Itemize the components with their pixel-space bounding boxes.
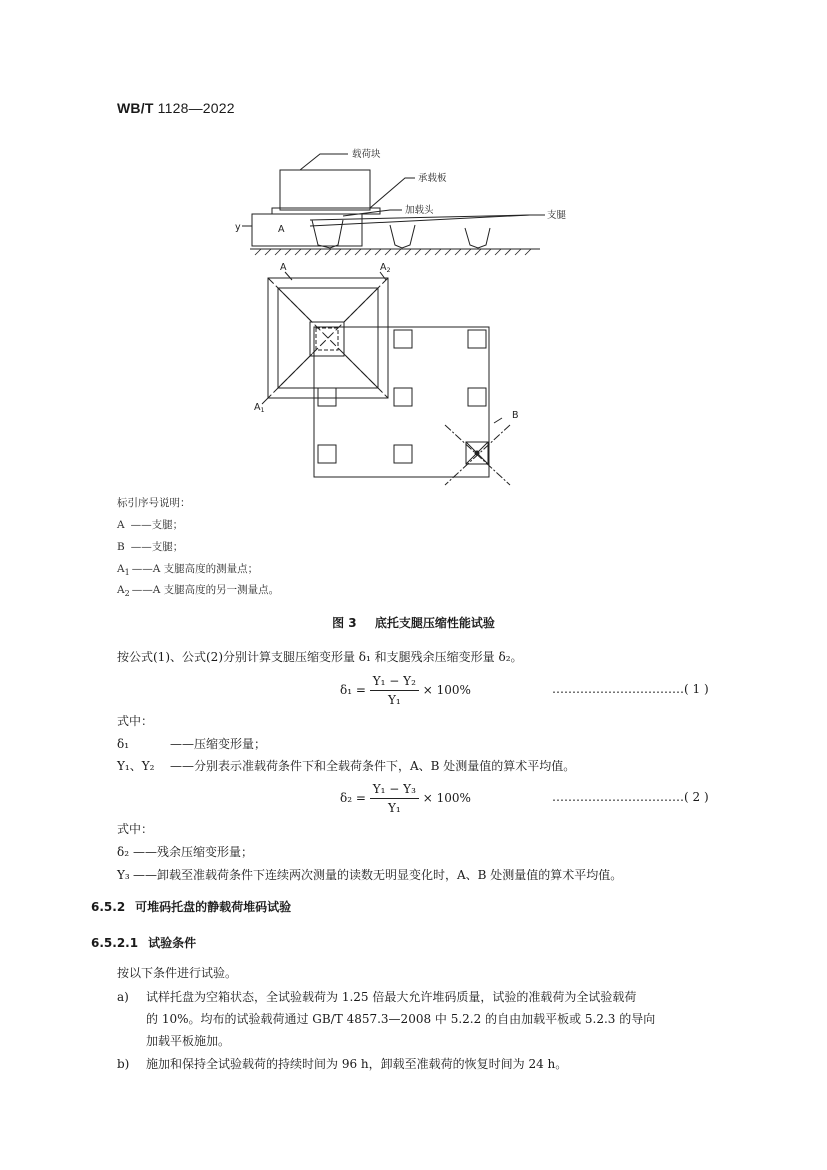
figure-title: 底托支腿压缩性能试验 (374, 616, 495, 630)
def-delta1-text: ——压缩变形量； (170, 737, 267, 751)
formula-2-fraction (370, 780, 419, 817)
legend-item-a2: $A_2$ ——A 支腿高度的另一测量点。 (117, 584, 280, 599)
def-delta2-symbol: δ₂ (117, 845, 130, 859)
section-6-5-2-heading: 6.5.2 可堆码托盘的静载荷堆码试验 (91, 900, 292, 914)
def-delta2-text: ——残余压缩变形量； (133, 845, 254, 859)
leg-square (318, 445, 336, 463)
formula-2-leader: ……………………………( 2 ) (552, 790, 709, 804)
formula-2-rhs: × 100% (422, 791, 471, 805)
leg-square (394, 445, 412, 463)
formula-1 (340, 672, 471, 709)
section-6-5-2-1-heading: 6.5.2.1 试验条件 (91, 936, 197, 950)
standard-header (117, 100, 235, 116)
label-a1: $A_1$ (254, 402, 265, 414)
leg-square (394, 330, 412, 348)
leg-shape-3 (465, 228, 490, 248)
formula-2 (340, 780, 471, 817)
item-b-label: b) (117, 1057, 130, 1071)
label-a2: $A_2$ (380, 262, 391, 274)
leg-shape-2 (390, 225, 415, 248)
standard-code: WB/T (117, 100, 154, 116)
label-a-top: A (280, 262, 287, 273)
leg-square (394, 388, 412, 406)
leg-square (468, 388, 486, 406)
label-y: y (235, 222, 241, 233)
legend-item-a: A ——支腿； (117, 519, 184, 531)
def-y1y2-text: ——分别表示准载荷条件下和全载荷条件下，A、B 处测量值的算术平均值。 (170, 759, 576, 773)
label-leg: 支腿 (547, 210, 567, 221)
formula-2-numerator: Y₁ − Y₃ (370, 780, 419, 799)
label-loading-head: 加载头 (405, 205, 434, 216)
formula-1-rhs: × 100% (422, 683, 471, 697)
leg-square (468, 330, 486, 348)
where-label-2: 式中： (117, 822, 154, 836)
standard-number: 1128—2022 (157, 100, 235, 116)
figure-number: 图 3 (332, 616, 357, 630)
legend-item-a1: $A_1$ ——A 支腿高度的测量点； (117, 563, 259, 578)
item-b-line-1: 施加和保持全试验载荷的持续时间为 96 h，卸载至准载荷的恢复时间为 24 h。 (146, 1057, 568, 1071)
legend-title: 标引序号说明： (117, 497, 191, 509)
formula-1-leader: ……………………………( 1 ) (552, 682, 709, 696)
item-a-line-1: 试样托盘为空箱状态，全试验载荷为 1.25 倍最大允许堆码质量，试验的准载荷为全试验载荷 (146, 990, 637, 1004)
item-a-label: a) (117, 990, 129, 1004)
item-a-line-3: 加载平板施加。 (146, 1034, 231, 1048)
label-b: B (512, 410, 519, 421)
formula-2-tag: ( 2 ) (684, 790, 709, 804)
pallet-leg-compression-figure (230, 140, 567, 495)
load-block (280, 170, 370, 210)
formula-1-tag: ( 1 ) (684, 682, 709, 696)
pallet-base-outline (314, 327, 489, 477)
formula-1-denominator: Y₁ (387, 693, 401, 707)
conditions-intro: 按以下条件进行试验。 (117, 966, 238, 980)
figure-caption (0, 614, 827, 631)
def-y3-text: ——卸载至准载荷条件下连续两次测量的读数无明显变化时，A、B 处测量值的算术平均值。 (133, 868, 623, 882)
label-bearing-plate: 承载板 (418, 173, 447, 184)
label-a-side: A (278, 224, 285, 235)
formula-1-numerator: Y₁ − Y₂ (370, 672, 419, 691)
def-y1y2-symbol: Y₁、Y₂ (117, 759, 155, 773)
formula-2-lhs: δ₂ = (340, 791, 366, 805)
legend-item-b: B ——支腿； (117, 541, 184, 553)
def-delta1-symbol: δ₁ (117, 737, 130, 751)
where-label-1: 式中： (117, 714, 154, 728)
label-load-block: 载荷块 (352, 149, 381, 160)
leg-square (318, 388, 336, 406)
def-y3-symbol: Y₃ (117, 868, 130, 882)
formula-1-fraction (370, 672, 419, 709)
formula-1-lhs: δ₁ = (340, 683, 366, 697)
formula-2-denominator: Y₁ (387, 801, 401, 815)
loading-head-inner (316, 328, 338, 350)
intro-paragraph: 按公式(1)、公式(2)分别计算支腿压缩变形量 δ₁ 和支腿残余压缩变形量 δ₂。 (117, 650, 523, 664)
item-a-line-2: 的 10%。均布的试验载荷通过 GB/T 4857.3—2008 中 5.2.2 的自由加载平板或 5.2.3 的导向 (146, 1012, 656, 1026)
